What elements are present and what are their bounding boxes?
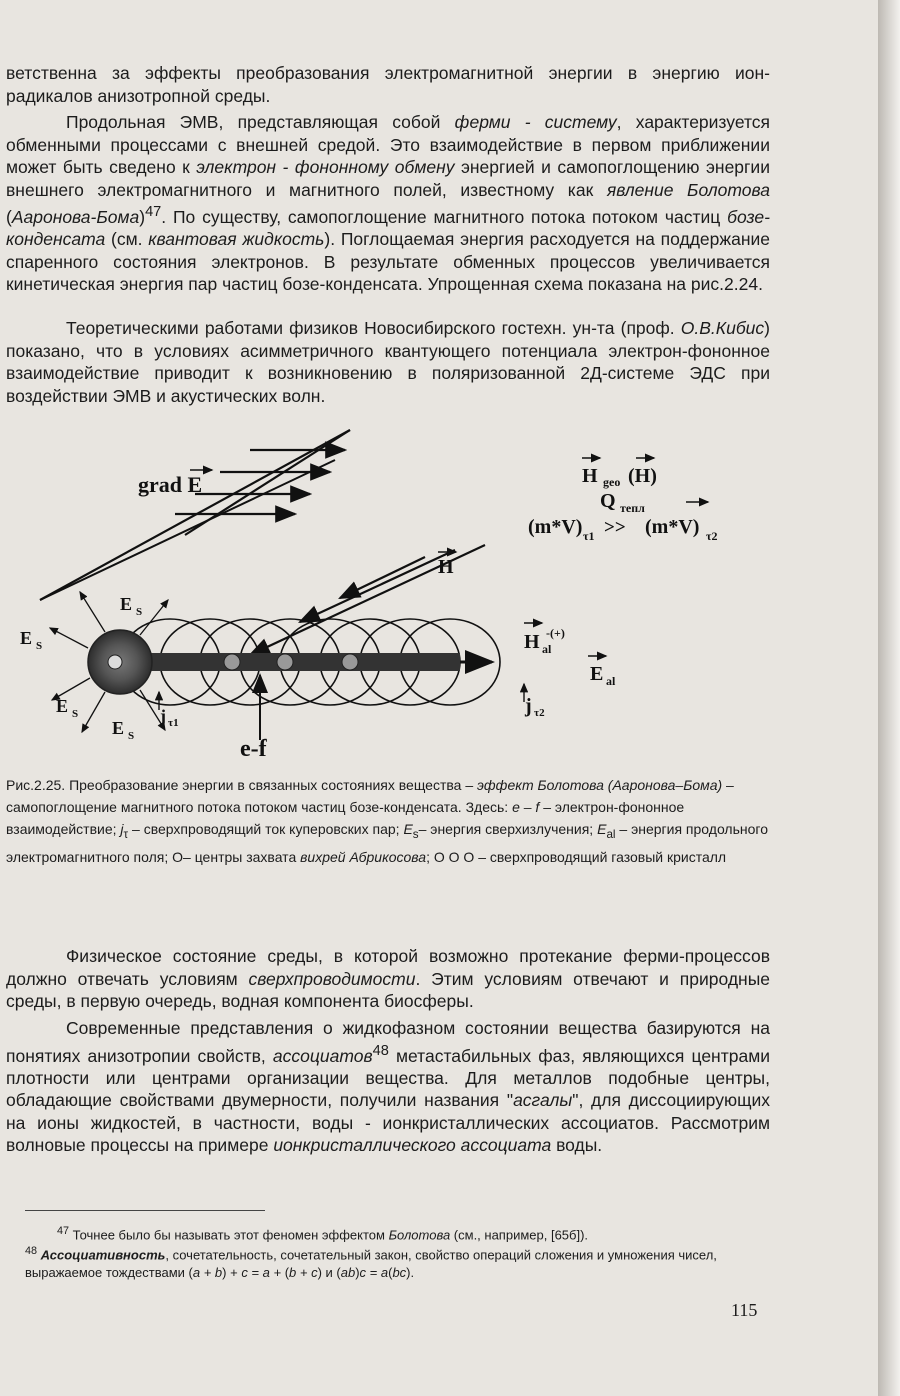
svg-text:τ2: τ2 xyxy=(534,707,545,719)
svg-text:Q: Q xyxy=(600,490,616,512)
figure-caption: Рис.2.25. Преобразование энергии в связанных состояниях вещества – эффект Болотова (Ааронова–Бома) – самопоглощение магнитного потока потоком частиц бозе-конденсата. Здесь: e – f – электрон-фононное взаимодействие; $j_\tau$ – сверхпроводящий ток куперовских пар; $E_s-$ энергия сверхизлучения; $E_{al}$ – энергия продольного электромагнитного поля; O– центры захвата вихрей Абрикосова; O O O – сверхпроводящий газовый кристалл xyxy=(6,777,768,865)
page-number: 115 xyxy=(731,1300,758,1320)
svg-text:τ2: τ2 xyxy=(706,529,718,543)
j-tau2-label: j xyxy=(525,695,532,717)
es-label-top: E xyxy=(120,594,133,614)
h-al-label: H xyxy=(524,631,540,653)
svg-text:τ1: τ1 xyxy=(583,529,595,543)
formula-momentum xyxy=(528,516,718,543)
svg-text:S: S xyxy=(128,730,135,742)
svg-text:>>: >> xyxy=(604,517,626,538)
footnote-ref-48[interactable]: 48 xyxy=(372,1042,389,1059)
svg-text:тепл: тепл xyxy=(620,501,645,515)
es-label-bottom-left: E xyxy=(56,696,69,716)
svg-text:H: H xyxy=(582,465,598,487)
grad-e-label: grad E xyxy=(138,472,203,497)
paragraph-intro: ветственна за эффекты преобразования электромагнитной энергии в энергию ион-радикалов анизотропной среды. xyxy=(6,63,770,106)
formula-h-geo xyxy=(582,458,657,489)
es-label-left: E xyxy=(20,628,33,648)
paragraph-kibis: Теоретическими работами физиков Новосибирского гостехн. ун-та (проф. О.В.Кибис) показано, что в условиях асимметричного квантующего потенциала электрон-фононное взаимодействие приводит к возникновению в поляризованной 2Д-системе ЭДС при воздействии ЭМВ и акустических волн. xyxy=(6,318,770,406)
svg-text:S: S xyxy=(72,708,79,720)
es-label-bottom: E xyxy=(112,718,125,738)
h-label: H xyxy=(438,556,454,578)
e-f-label: e-f xyxy=(240,736,267,762)
paragraph-associates: Современные представления о жидкофазном состоянии вещества базируются на понятиях анизотропии свойств, ассоциатов$^{48}$ метастабильных фаз, являющихся центрами плотности или центрами организации вещества. Для металлов подобные центры, обладающие свойствами двумерности, получили названия "асгалы", для диссоциирующих на ионы жидкостей, в частности, воды - ионкристаллических ассоциатов. Рассмотрим волновые процессы на примере ионкристаллического ассоциата воды. xyxy=(6,1018,770,1156)
svg-text:al: al xyxy=(542,642,552,656)
svg-text:(m*V): (m*V) xyxy=(645,516,700,538)
grad-e-arrows xyxy=(40,430,350,600)
paragraph-superconductivity: Физическое состояние среды, в которой возможно протекание ферми-процессов должно отвечать условиям сверхпроводимости. Этим условиям отвечают и природные среды, в первую очередь, водная компонента биосферы. xyxy=(6,946,771,1011)
footnote-48: $^{48}$ Ассоциативность, сочетательность, сочетательный закон, свойство операций сложения и умножения чисел, выражаемое тождествами (a + b) + c = a + (b + c) и (ab)c = a(bc). xyxy=(25,1245,717,1281)
svg-text:-(+): -(+) xyxy=(546,626,565,640)
footnote-separator xyxy=(25,1210,265,1211)
footnote-47: $^{47}$ Точнее было бы называть этот феномен эффектом Болотова (см., например, [65б]). xyxy=(57,1225,589,1243)
page-edge xyxy=(878,0,900,1396)
footnote-ref-47[interactable]: 47 xyxy=(145,204,162,220)
paragraph-fermi-system: Продольная ЭМВ, представляющая собой ферми - систему, характеризуется обменными процессами с внешней средой. Это взаимодействие в первом приближении может быть сведено к электрон - фононному обмену энергией и самопоглощению энергии внешнего электромагнитного и магнитного полей, известному как явление Болотова (Ааронова-Бома)$^{47}$. По существу, самопоглощение магнитного потока потоком частиц бозе-конденсата (см. квантовая жидкость). Поглощаемая энергия расходуется на поддержание спаренного состояния электронов. В результате обменных процессов увеличивается кинетическая энергия пар частиц бозе-конденсата. Упрощенная схема показана на рис.2.24. xyxy=(6,112,771,295)
svg-text:al: al xyxy=(606,674,616,688)
svg-text:S: S xyxy=(136,606,143,618)
formula-q-tepl xyxy=(600,490,708,515)
svg-text:S: S xyxy=(36,640,43,652)
svg-text:τ1: τ1 xyxy=(168,717,179,729)
figure-bolotov-effect xyxy=(0,410,790,768)
e-al-label: E xyxy=(590,663,604,685)
j-tau1-label: j xyxy=(160,706,166,726)
svg-text:(H): (H) xyxy=(628,465,657,487)
svg-text:(m*V): (m*V) xyxy=(528,516,583,538)
svg-text:geo: geo xyxy=(603,475,621,489)
